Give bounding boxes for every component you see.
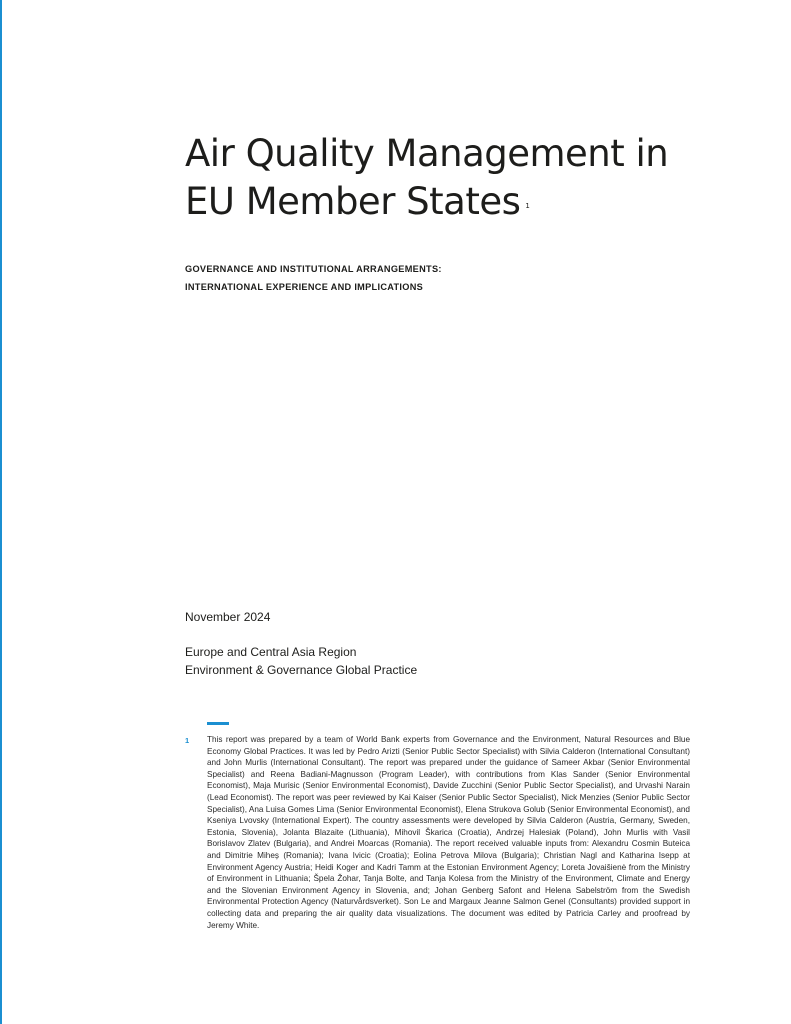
title-footnote-marker[interactable]: 1 [525,202,530,210]
publication-date: November 2024 [185,610,271,624]
practice-name: Environment & Governance Global Practice [185,663,418,677]
footnote-text: This report was prepared by a team of World Bank experts from Governance and the Environment, Natural Resources and Blue Economy Global Practices. It was led by Pedro Arizti (Senior Public Sector Specialist) with Silvia Calderon (International Consultant) and John Murlis (International Consultant). The report was prepared under the guidance of Sameer Akbar (Senior Environmental Specialist) and Reena Badiani-Magnusson (Program Leader), with contributions from Klas Sander (Senior Environmental Economist), Maja Murisic (Senior Environmental Economist), Davide Zucchini (Senior Public Sector Specialist), and Urvashi Narain (Lead Economist). The report was peer reviewed by Kai Kaiser (Senior Public Sector Specialist), Nick Menzies (Senior Public Sector Specialist), Ana Luisa Gomes Lima (Senior Environmental Economist), Elena Strukova Golub (Senior Environmental Economist), and Kseniya Lvovsky (International Expert). The country assessments were developed by Silvia Calderon (Austria, Germany, Sweden, Estonia, Slovenia), Jolanta Blazaite (Lithuania), Mihovil Škarica (Croatia), Andrzej Halesiak (Poland), John Murlis with Vasil Borislavov Zlatev (Bulgaria), and Andrei Moarcas (Romania). The report received valuable inputs from: Alexandru Cosmin Buteica and Dimitrie Miheș (Romania); Ivana Ivicic (Croatia); Eolina Petrova Milova (Bulgaria); Christian Nagl and Katharina Isepp at Environment Agency Austria; Heidi Koger and Kadri Tamm at the Estonian Environment Agency; Loreta Jovaišienė from the Ministry of Environment in Lithuania; Špela Žohar, Tanja Bolte, and Tanja Kolesa from the Ministry of the Environment, Climate and Energy and the Slovenian Environment Agency in Slovenia, and; Johan Genberg Safont and Helena Sabelström from the Swedish Environmental Protection Agency (Naturvårdsverket). Son Le and Margaux Jeanne Salmon Genel (Consultants) provided support in collecting data and preparing the air quality data visualizations. The document was edited by Patricia Carley and proofread by Jeremy White. [207,735,690,930]
region-name: Europe and Central Asia Region [185,645,357,659]
subtitle-line-1: GOVERNANCE AND INSTITUTIONAL ARRANGEMENTS: [185,264,442,274]
report-subtitle [185,260,705,296]
title-line-1: Air Quality Management in [185,132,669,175]
report-title [185,130,745,226]
footnote-number: 1 [185,736,190,745]
page-edge-rule [0,0,2,1024]
subtitle-line-2: INTERNATIONAL EXPERIENCE AND IMPLICATIONS [185,282,424,292]
footnote-divider [207,722,229,725]
region-block [185,643,417,679]
title-line-2: EU Member States [185,180,521,223]
